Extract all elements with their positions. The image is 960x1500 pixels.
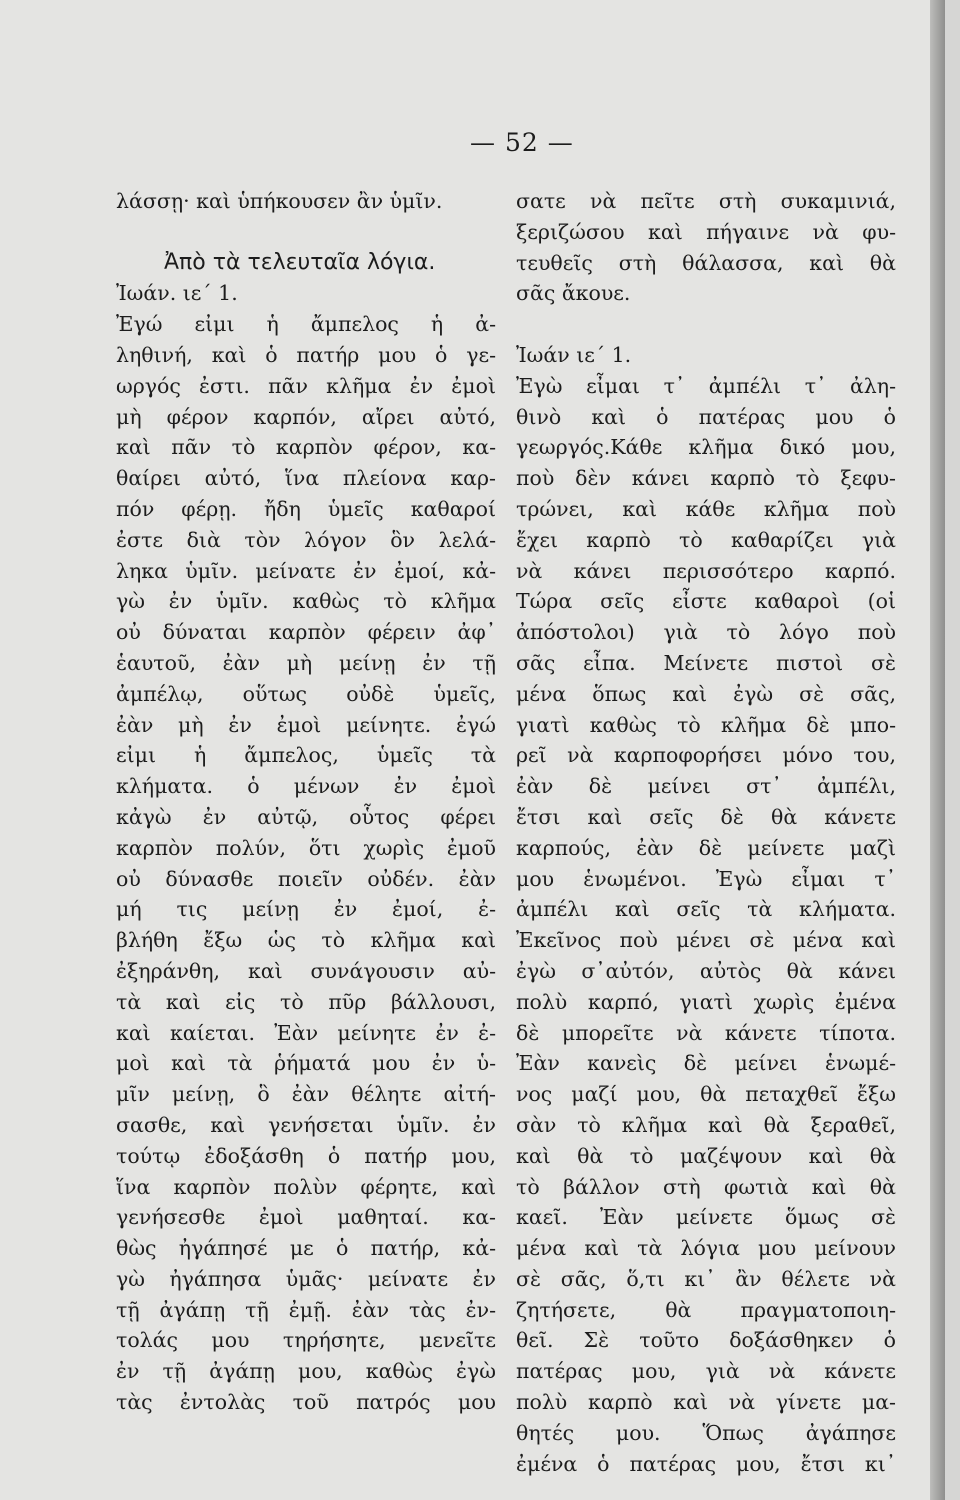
text-line: καεῖ. Ἐὰν μείνετε ὅμως σὲ [516, 1205, 896, 1230]
right-intro-line: ξεριζώσου καὶ πήγαινε νὰ φυ- [516, 219, 896, 244]
text-line: ἔχει καρπὸ τὸ καθαρίζει γιὰ [516, 527, 896, 552]
text-line: τὰ καὶ εἰς τὸ πῦρ βάλλουσι, [116, 989, 496, 1014]
text-line: γεωργός.Κάθε κλῆμα δικό μου, [516, 435, 896, 460]
text-line: θεῖ. Σὲ τοῦτο δοξάσθηκεν ὁ [516, 1328, 896, 1353]
text-line: κἀγὼ ἐν αὐτῷ, οὗτος φέρει [116, 804, 496, 829]
text-line: θὼς ἠγάπησέ με ὁ πατήρ, κἀ- [116, 1236, 496, 1261]
text-line: ἀπόστολοι) γιὰ τὸ λόγο ποὺ [516, 620, 896, 645]
text-line: νος μαζί μου, θὰ πεταχθεῖ ἔξω [516, 1082, 896, 1107]
text-line: Ἐκεῖνος ποὺ μένει σὲ μένα καὶ [516, 928, 896, 953]
text-line: σὰν τὸ κλῆμα καὶ θὰ ξεραθεῖ, [516, 1112, 896, 1137]
text-line: θαίρει αὐτό, ἵνα πλείονα καρ- [116, 466, 496, 491]
text-line: τὸ βάλλον στὴ φωτιὰ καὶ θὰ [516, 1174, 896, 1199]
left-column-ancient-greek [116, 186, 496, 1418]
text-line: ἀμπέλι καὶ σεῖς τὰ κλήματα. [516, 897, 896, 922]
text-line: τρώνει, καὶ κάθε κλῆμα ποὺ [516, 496, 896, 521]
right-text-block [516, 371, 896, 1480]
text-line: μένα ὅπως καὶ ἐγὼ σὲ σᾶς, [516, 681, 896, 706]
text-line: ἔτσι καὶ σεῖς δὲ θὰ κάνετε [516, 804, 896, 829]
text-line: Ἐγὼ εἶμαι τ᾽ ἀμπέλι τ᾽ ἀλη- [516, 373, 896, 398]
text-line: οὐ δύνασθε ποιεῖν οὐδέν. ἐὰν [116, 866, 496, 891]
text-line: ποὺ δὲν κάνει καρπὸ τὸ ξεφυ- [516, 466, 896, 491]
text-line: ληκα ὑμῖν. μείνατε ἐν ἐμοί, κἀ- [116, 558, 496, 583]
page-binding-edge [930, 0, 945, 1500]
text-line: ζητήσετε, θὰ πραγματοποιη- [516, 1297, 896, 1322]
text-line: σᾶς εἶπα. Μείνετε πιστοὶ σὲ [516, 650, 896, 675]
left-text-block [116, 309, 496, 1418]
text-line: ἀμπέλῳ, οὕτως οὐδὲ ὑμεῖς, [116, 681, 496, 706]
text-line: ἑαυτοῦ, ἐὰν μὴ μείνῃ ἐν τῇ [116, 650, 496, 675]
text-line: θινὸ καὶ ὁ πατέρας μου ὁ [516, 404, 896, 429]
text-line: καὶ καίεται. Ἐὰν μείνητε ἐν ἐ- [116, 1020, 496, 1045]
text-line: πόν φέρῃ. ἤδη ὑμεῖς καθαροί [116, 496, 496, 521]
text-line: πολὺ καρπὸ καὶ νὰ γίνετε μα- [516, 1390, 896, 1415]
text-line: βλήθη ἔξω ὡς τὸ κλῆμα καὶ [116, 928, 496, 953]
text-line: μῖν μείνῃ, ὃ ἐὰν θέλητε αἰτή- [116, 1082, 496, 1107]
text-line: ἐστε διὰ τὸν λόγον ὃν λελά- [116, 527, 496, 552]
text-line: Ἐγώ εἰμι ἡ ἄμπελος ἡ ἀ- [116, 312, 496, 337]
text-line: τολάς μου τηρήσητε, μενεῖτε [116, 1328, 496, 1353]
text-line: Ἐὰν κανεὶς δὲ μείνει ἑνωμέ- [516, 1051, 896, 1076]
text-line: νὰ κάνει περισσότερο καρπό. [516, 558, 896, 583]
page-number: — 52 — [470, 128, 574, 157]
right-intro-line: σᾶς ἄκουε. [516, 281, 631, 306]
text-line: σασθε, καὶ γενήσεται ὑμῖν. ἐν [116, 1112, 496, 1137]
right-scripture-reference: Ἰωάν ιε΄ 1. [516, 342, 632, 367]
text-line: τῇ ἀγάπῃ τῇ ἐμῇ. ἐὰν τὰς ἐν- [116, 1297, 496, 1322]
text-line: γὼ ἠγάπησα ὑμᾶς· μείνατε ἐν [116, 1266, 496, 1291]
text-line: ἐγὼ σ᾽αὐτόν, αὐτὸς θὰ κάνει [516, 958, 896, 983]
text-line: ἐν τῇ ἀγάπῃ μου, καθὼς ἐγὼ [116, 1359, 496, 1384]
text-line: τὰς ἐντολὰς τοῦ πατρός μου [116, 1390, 496, 1415]
text-line: καὶ πᾶν τὸ καρπὸν φέρον, κα- [116, 435, 496, 460]
text-line: ἐμένα ὁ πατέρας μου, ἔτσι κι᾽ [516, 1451, 896, 1476]
right-intro-line: σατε νὰ πεῖτε στὴ συκαμινιά, [516, 189, 896, 213]
text-line: ωργός ἐστι. πᾶν κλῆμα ἐν ἐμοὶ [116, 373, 496, 398]
text-line: θητές μου. Ὅπως ἀγάπησε [516, 1420, 896, 1445]
text-line: πατέρας μου, γιὰ νὰ κάνετε [516, 1359, 896, 1384]
text-line: ἐὰν δὲ μείνει στ᾽ ἀμπέλι, [516, 774, 896, 799]
left-intro-line: λάσσῃ· καὶ ὑπήκουσεν ἂν ὑμῖν. [116, 189, 443, 213]
text-line: μοὶ καὶ τὰ ῥήματά μου ἐν ὑ- [116, 1051, 496, 1076]
text-line: πολὺ καρπό, γιατὶ χωρὶς ἐμένα [516, 989, 896, 1014]
text-line: σὲ σᾶς, ὅ,τι κι᾽ ἂν θέλετε νὰ [516, 1266, 896, 1291]
text-line: τούτῳ ἐδοξάσθη ὁ πατήρ μου, [116, 1143, 496, 1168]
right-column-modern-greek [516, 186, 896, 1479]
text-line: μου ἑνωμένοι. Ἐγὼ εἶμαι τ᾽ [516, 866, 896, 891]
text-line: ληθινή, καὶ ὁ πατήρ μου ὁ γε- [116, 342, 496, 367]
text-line: καρπούς, ἐὰν δὲ μείνετε μαζὶ [516, 835, 896, 860]
text-line: γιατὶ καθὼς τὸ κλῆμα δὲ μπο- [516, 712, 896, 737]
text-line: ἐὰν μὴ ἐν ἐμοὶ μείνητε. ἐγώ [116, 712, 496, 737]
text-line: ἵνα καρπὸν πολὺν φέρητε, καὶ [116, 1174, 496, 1199]
section-heading: Ἀπὸ τὰ τελευταῖα λόγια. [164, 249, 436, 275]
right-intro-line: τευθεῖς στὴ θάλασσα, καὶ θὰ [516, 250, 896, 275]
text-line: γὼ ἐν ὑμῖν. καθὼς τὸ κλῆμα [116, 589, 496, 614]
text-line: εἰμι ἡ ἄμπελος, ὑμεῖς τὰ [116, 743, 496, 768]
text-line: κλήματα. ὁ μένων ἐν ἐμοὶ [116, 774, 496, 799]
text-line: ρεῖ νὰ καρποφορήσει μόνο του, [516, 743, 896, 768]
text-line: δὲ μπορεῖτε νὰ κάνετε τίποτα. [516, 1020, 896, 1045]
text-line: καρπὸν πολύν, ὅτι χωρὶς ἐμοῦ [116, 835, 496, 860]
text-line: μένα καὶ τὰ λόγια μου μείνουν [516, 1236, 896, 1261]
text-line: γενήσεσθε ἐμοὶ μαθηταί. κα- [116, 1205, 496, 1230]
text-line: ἐξηράνθη, καὶ συνάγουσιν αὐ- [116, 958, 496, 983]
text-line: οὐ δύναται καρπὸν φέρειν ἀφ᾽ [116, 620, 496, 645]
text-line: καὶ θὰ τὸ μαζέψουν καὶ θὰ [516, 1143, 896, 1168]
text-line: μή τις μείνῃ ἐν ἐμοί, ἐ- [116, 897, 496, 922]
left-scripture-reference: Ἰωάν. ιε΄ 1. [116, 281, 238, 306]
text-line: Τώρα σεῖς εἶστε καθαροὶ (οἱ [516, 589, 896, 614]
text-line: μὴ φέρον καρπόν, αἴρει αὐτό, [116, 404, 496, 429]
